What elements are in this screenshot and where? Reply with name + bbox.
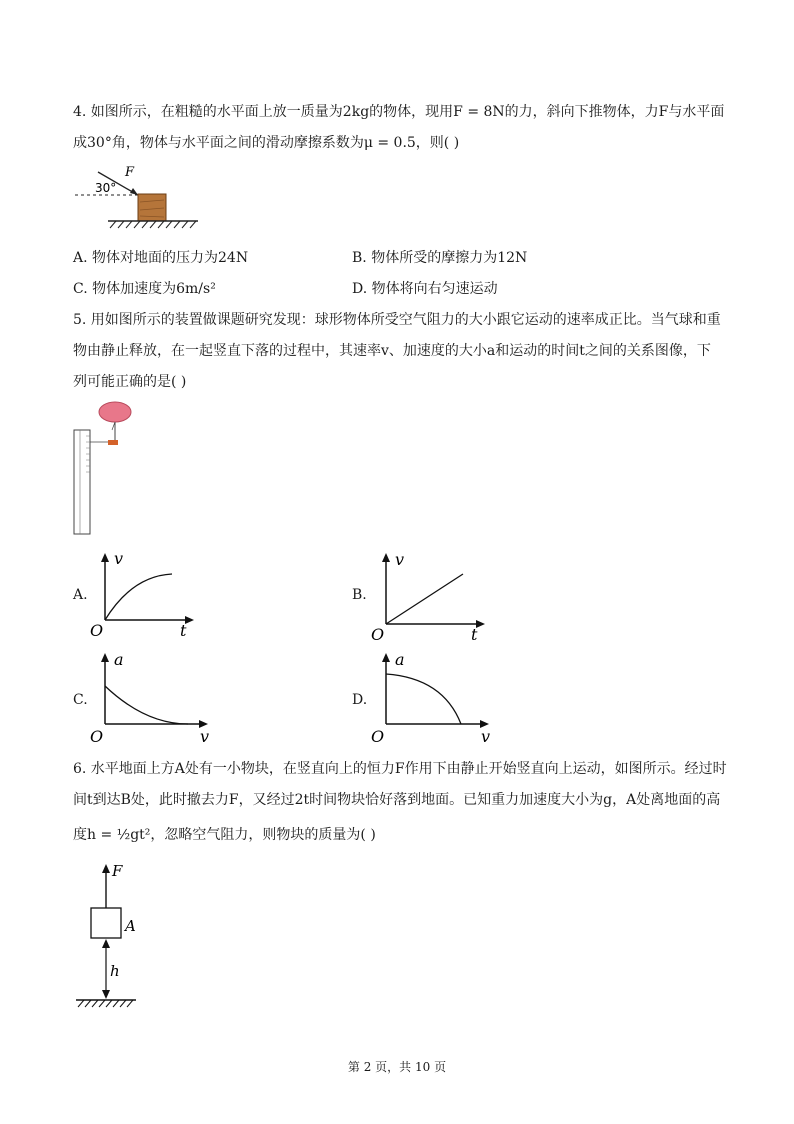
- q5-option-d-label: D.: [352, 692, 368, 708]
- graph-b-origin: O: [371, 625, 385, 644]
- graph-d-curve: [386, 674, 461, 724]
- q4-force-label: F: [125, 165, 135, 180]
- graph-a-origin: O: [90, 621, 104, 640]
- q5-option-b-label: B.: [352, 587, 367, 603]
- q4-line1: 4. 如图所示，在粗糙的水平面上放一质量为2kg的物体，现用F = 8N的力，斜向下推物体，力F与水平面: [73, 104, 725, 120]
- q6-block-label: A: [125, 917, 136, 935]
- graph-a: [90, 550, 200, 640]
- q4-line2: 成30°角，物体与水平面之间的滑动摩擦系数为μ = 0.5，则( ): [73, 135, 460, 151]
- q4-angle-label: 30°: [95, 181, 117, 195]
- q4-option-b: B. 物体所受的摩擦力为12N: [352, 250, 528, 266]
- q5-apparatus-figure: [70, 400, 140, 540]
- graph-c-y-label: a: [114, 650, 124, 669]
- q5-option-c-label: C.: [73, 692, 88, 708]
- graph-b-x-label: t: [471, 625, 478, 644]
- q6-line1: 6. 水平地面上方A处有一小物块，在竖直向上的恒力F作用下由静止开始竖直向上运动，如图所示。经过时: [73, 761, 727, 777]
- q5-option-a-label: A.: [73, 587, 88, 603]
- q5-line1: 5. 用如图所示的装置做课题研究发现：球形物体所受空气阻力的大小跟它运动的速率成正比。当气球和重: [73, 312, 721, 328]
- graph-c: [90, 650, 215, 745]
- graph-b-line: [386, 574, 463, 624]
- balloon: [99, 402, 131, 422]
- q5-line3: 列可能正确的是( ): [73, 374, 187, 390]
- page-footer: 第 2 页，共 10 页: [347, 1060, 447, 1074]
- q6-figure: [70, 860, 160, 1020]
- q6-line2: 间t到达B处，此时撤去力F，又经过2t时间物块恰好落到地面。已知重力加速度大小为g，A处离地面的高: [73, 792, 721, 808]
- graph-c-curve: [105, 686, 188, 724]
- graph-b-y-label: v: [395, 550, 405, 569]
- graph-c-origin: O: [90, 727, 104, 746]
- block-a: [91, 908, 121, 938]
- graph-d: [371, 650, 496, 745]
- q4-figure: [70, 160, 210, 232]
- graph-c-x-label: v: [200, 727, 210, 746]
- graph-a-y-label: v: [114, 549, 124, 568]
- q4-option-a: A. 物体对地面的压力为24N: [73, 250, 249, 266]
- q4-option-d: D. 物体将向右匀速运动: [352, 281, 498, 297]
- ruler: [74, 430, 90, 534]
- graph-d-y-label: a: [395, 650, 405, 669]
- graph-a-x-label: t: [180, 621, 187, 640]
- q4-option-c: C. 物体加速度为6m/s²: [73, 281, 216, 297]
- graph-b: [371, 550, 491, 645]
- weight: [108, 440, 118, 445]
- graph-d-x-label: v: [481, 727, 491, 746]
- q6-force-label: F: [112, 862, 123, 880]
- q6-height-label: h: [110, 962, 120, 980]
- q5-line2: 物由静止释放，在一起竖直下落的过程中，其速率v、加速度的大小a和运动的时间t之间的关系图像，下: [73, 343, 711, 359]
- graph-d-origin: O: [371, 727, 385, 746]
- q6-line3: 度h = ½gt²，忽略空气阻力，则物块的质量为( ): [73, 827, 376, 843]
- graph-a-curve: [105, 574, 172, 620]
